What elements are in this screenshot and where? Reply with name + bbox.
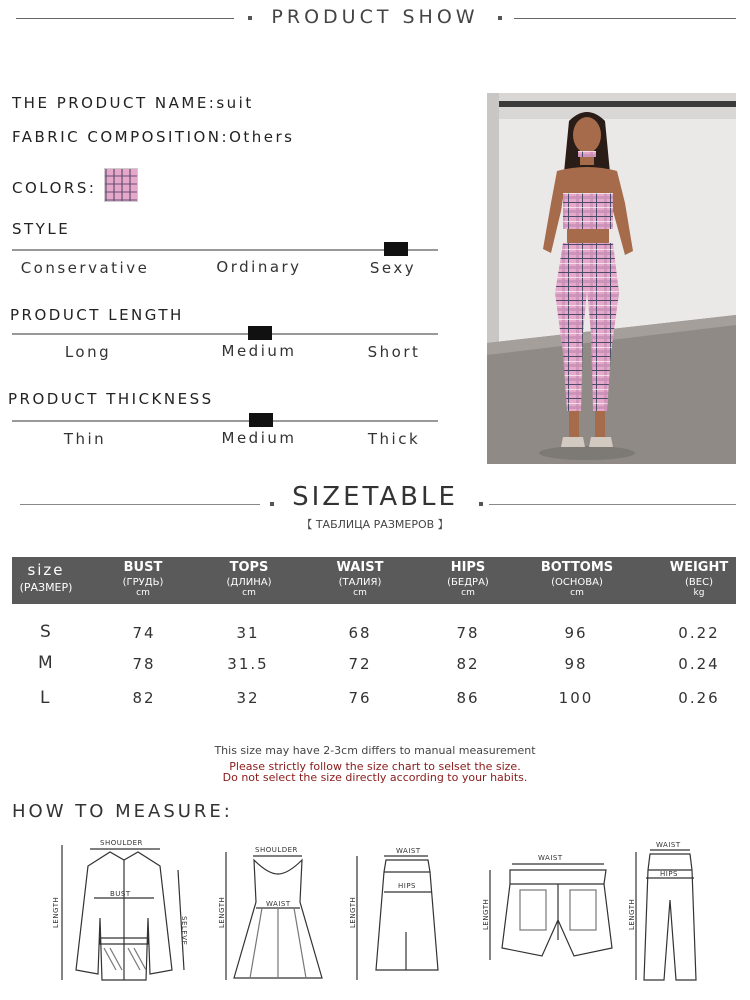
size-m: M xyxy=(38,653,53,673)
jacket-shoulder-label: SHOULDER xyxy=(100,839,143,847)
thickness-title: PRODUCT THICKNESS xyxy=(8,390,214,408)
length-scale-bar xyxy=(12,333,438,335)
thickness-option-medium: Medium xyxy=(221,429,297,447)
pink-plaid-color-swatch[interactable] xyxy=(104,168,138,202)
dress-shoulder-label: SHOULDER xyxy=(255,846,298,854)
shorts-diagram xyxy=(490,864,612,960)
cell-hips: 78 xyxy=(456,624,480,642)
dress-length-label: LENGTH xyxy=(218,896,226,928)
product-show-title: PRODUCT SHOW xyxy=(271,6,479,28)
cell-bust: 78 xyxy=(132,655,156,673)
col-bust: BUST (ГРУДЬ) cm xyxy=(122,560,164,598)
header-right-rule xyxy=(514,18,736,19)
cell-hips: 86 xyxy=(456,689,480,707)
jacket-bust-label: BUST xyxy=(110,890,131,898)
shorts-waist-label: WAIST xyxy=(538,854,563,862)
thickness-scale-bar xyxy=(12,420,438,422)
cell-hips: 82 xyxy=(456,655,480,673)
skirt-diagram xyxy=(357,856,438,980)
skirt-waist-label: WAIST xyxy=(396,847,421,855)
col-weight: WEIGHT (ВЕС) kg xyxy=(669,560,729,598)
style-option-sexy: Sexy xyxy=(369,259,417,277)
sizetable-right-rule xyxy=(489,504,736,505)
cell-bottoms: 96 xyxy=(564,624,588,642)
measure-diagrams xyxy=(0,830,750,1000)
product-name-line: THE PRODUCT NAME:suit xyxy=(12,94,254,112)
cell-bottoms: 98 xyxy=(564,655,588,673)
sizetable-title: SIZETABLE xyxy=(292,482,458,512)
skirt-length-label: LENGTH xyxy=(349,896,357,928)
dress-diagram xyxy=(226,852,322,980)
pants-length-label: LENGTH xyxy=(628,898,636,930)
length-title: PRODUCT LENGTH xyxy=(10,306,184,324)
skirt-hips-label: HIPS xyxy=(398,882,416,890)
jacket-length-label: LENGTH xyxy=(52,896,60,928)
cell-waist: 72 xyxy=(348,655,372,673)
style-option-conservative: Conservative xyxy=(20,259,150,277)
size-table-header xyxy=(12,557,736,604)
cell-tops: 31.5 xyxy=(227,655,269,673)
style-title: STYLE xyxy=(12,220,71,238)
size-s: S xyxy=(40,622,51,642)
col-hips: HIPS (БЕДРА) cm xyxy=(447,560,489,598)
how-to-measure-title: HOW TO MEASURE: xyxy=(12,801,233,822)
size-chart-warning: Please strictly follow the size chart to selset the size. xyxy=(229,760,521,773)
sizetable-subtitle: 【 ТАБЛИЦА РАЗМЕРОВ 】 xyxy=(301,518,449,531)
cell-weight: 0.22 xyxy=(678,624,720,642)
thickness-option-thin: Thin xyxy=(63,430,107,448)
colors-label: COLORS: xyxy=(12,179,97,197)
cell-waist: 76 xyxy=(348,689,372,707)
thickness-indicator xyxy=(249,413,273,427)
length-option-short: Short xyxy=(367,343,421,361)
habit-warning: Do not select the size directly according to your habits. xyxy=(222,771,528,784)
cell-tops: 31 xyxy=(236,624,260,642)
cell-weight: 0.24 xyxy=(678,655,720,673)
length-option-long: Long xyxy=(64,343,112,361)
fabric-label: FABRIC COMPOSITION: xyxy=(12,128,230,146)
pants-hips-label: HIPS xyxy=(660,870,678,878)
style-scale-bar xyxy=(12,249,438,251)
jacket-diagram xyxy=(62,845,184,980)
cell-tops: 32 xyxy=(236,689,260,707)
dress-waist-label: WAIST xyxy=(266,900,291,908)
col-bottoms: BOTTOMS (ОСНОВА) cm xyxy=(540,560,614,598)
pants-waist-label: WAIST xyxy=(656,841,681,849)
col-waist: WAIST (ТАЛИЯ) cm xyxy=(336,560,384,598)
header-right-dot xyxy=(498,16,502,20)
cell-bust: 82 xyxy=(132,689,156,707)
sizetable-right-dot xyxy=(479,502,483,506)
cell-weight: 0.26 xyxy=(678,689,720,707)
style-indicator xyxy=(384,242,408,256)
style-option-ordinary: Ordinary xyxy=(216,258,302,276)
size-l: L xyxy=(40,688,50,708)
measurement-note: This size may have 2-3cm differs to manual measurement xyxy=(214,744,536,757)
product-show-header xyxy=(0,6,750,32)
product-photo xyxy=(487,93,736,464)
col-tops: TOPS (ДЛИНА) cm xyxy=(226,560,272,598)
shorts-length-label: LENGTH xyxy=(482,898,490,930)
cell-waist: 68 xyxy=(348,624,372,642)
thickness-option-thick: Thick xyxy=(367,430,421,448)
model-in-pink-plaid-suit-illustration xyxy=(487,93,736,464)
length-indicator xyxy=(248,326,272,340)
cell-bottoms: 100 xyxy=(558,689,594,707)
cell-bust: 74 xyxy=(132,624,156,642)
col-size: size (РАЗМЕР) xyxy=(19,561,73,594)
length-option-medium: Medium xyxy=(221,342,297,360)
fabric-line xyxy=(12,128,294,146)
jacket-sleeve-label: SELEVE xyxy=(180,916,188,946)
fabric-value: Others xyxy=(229,128,295,146)
